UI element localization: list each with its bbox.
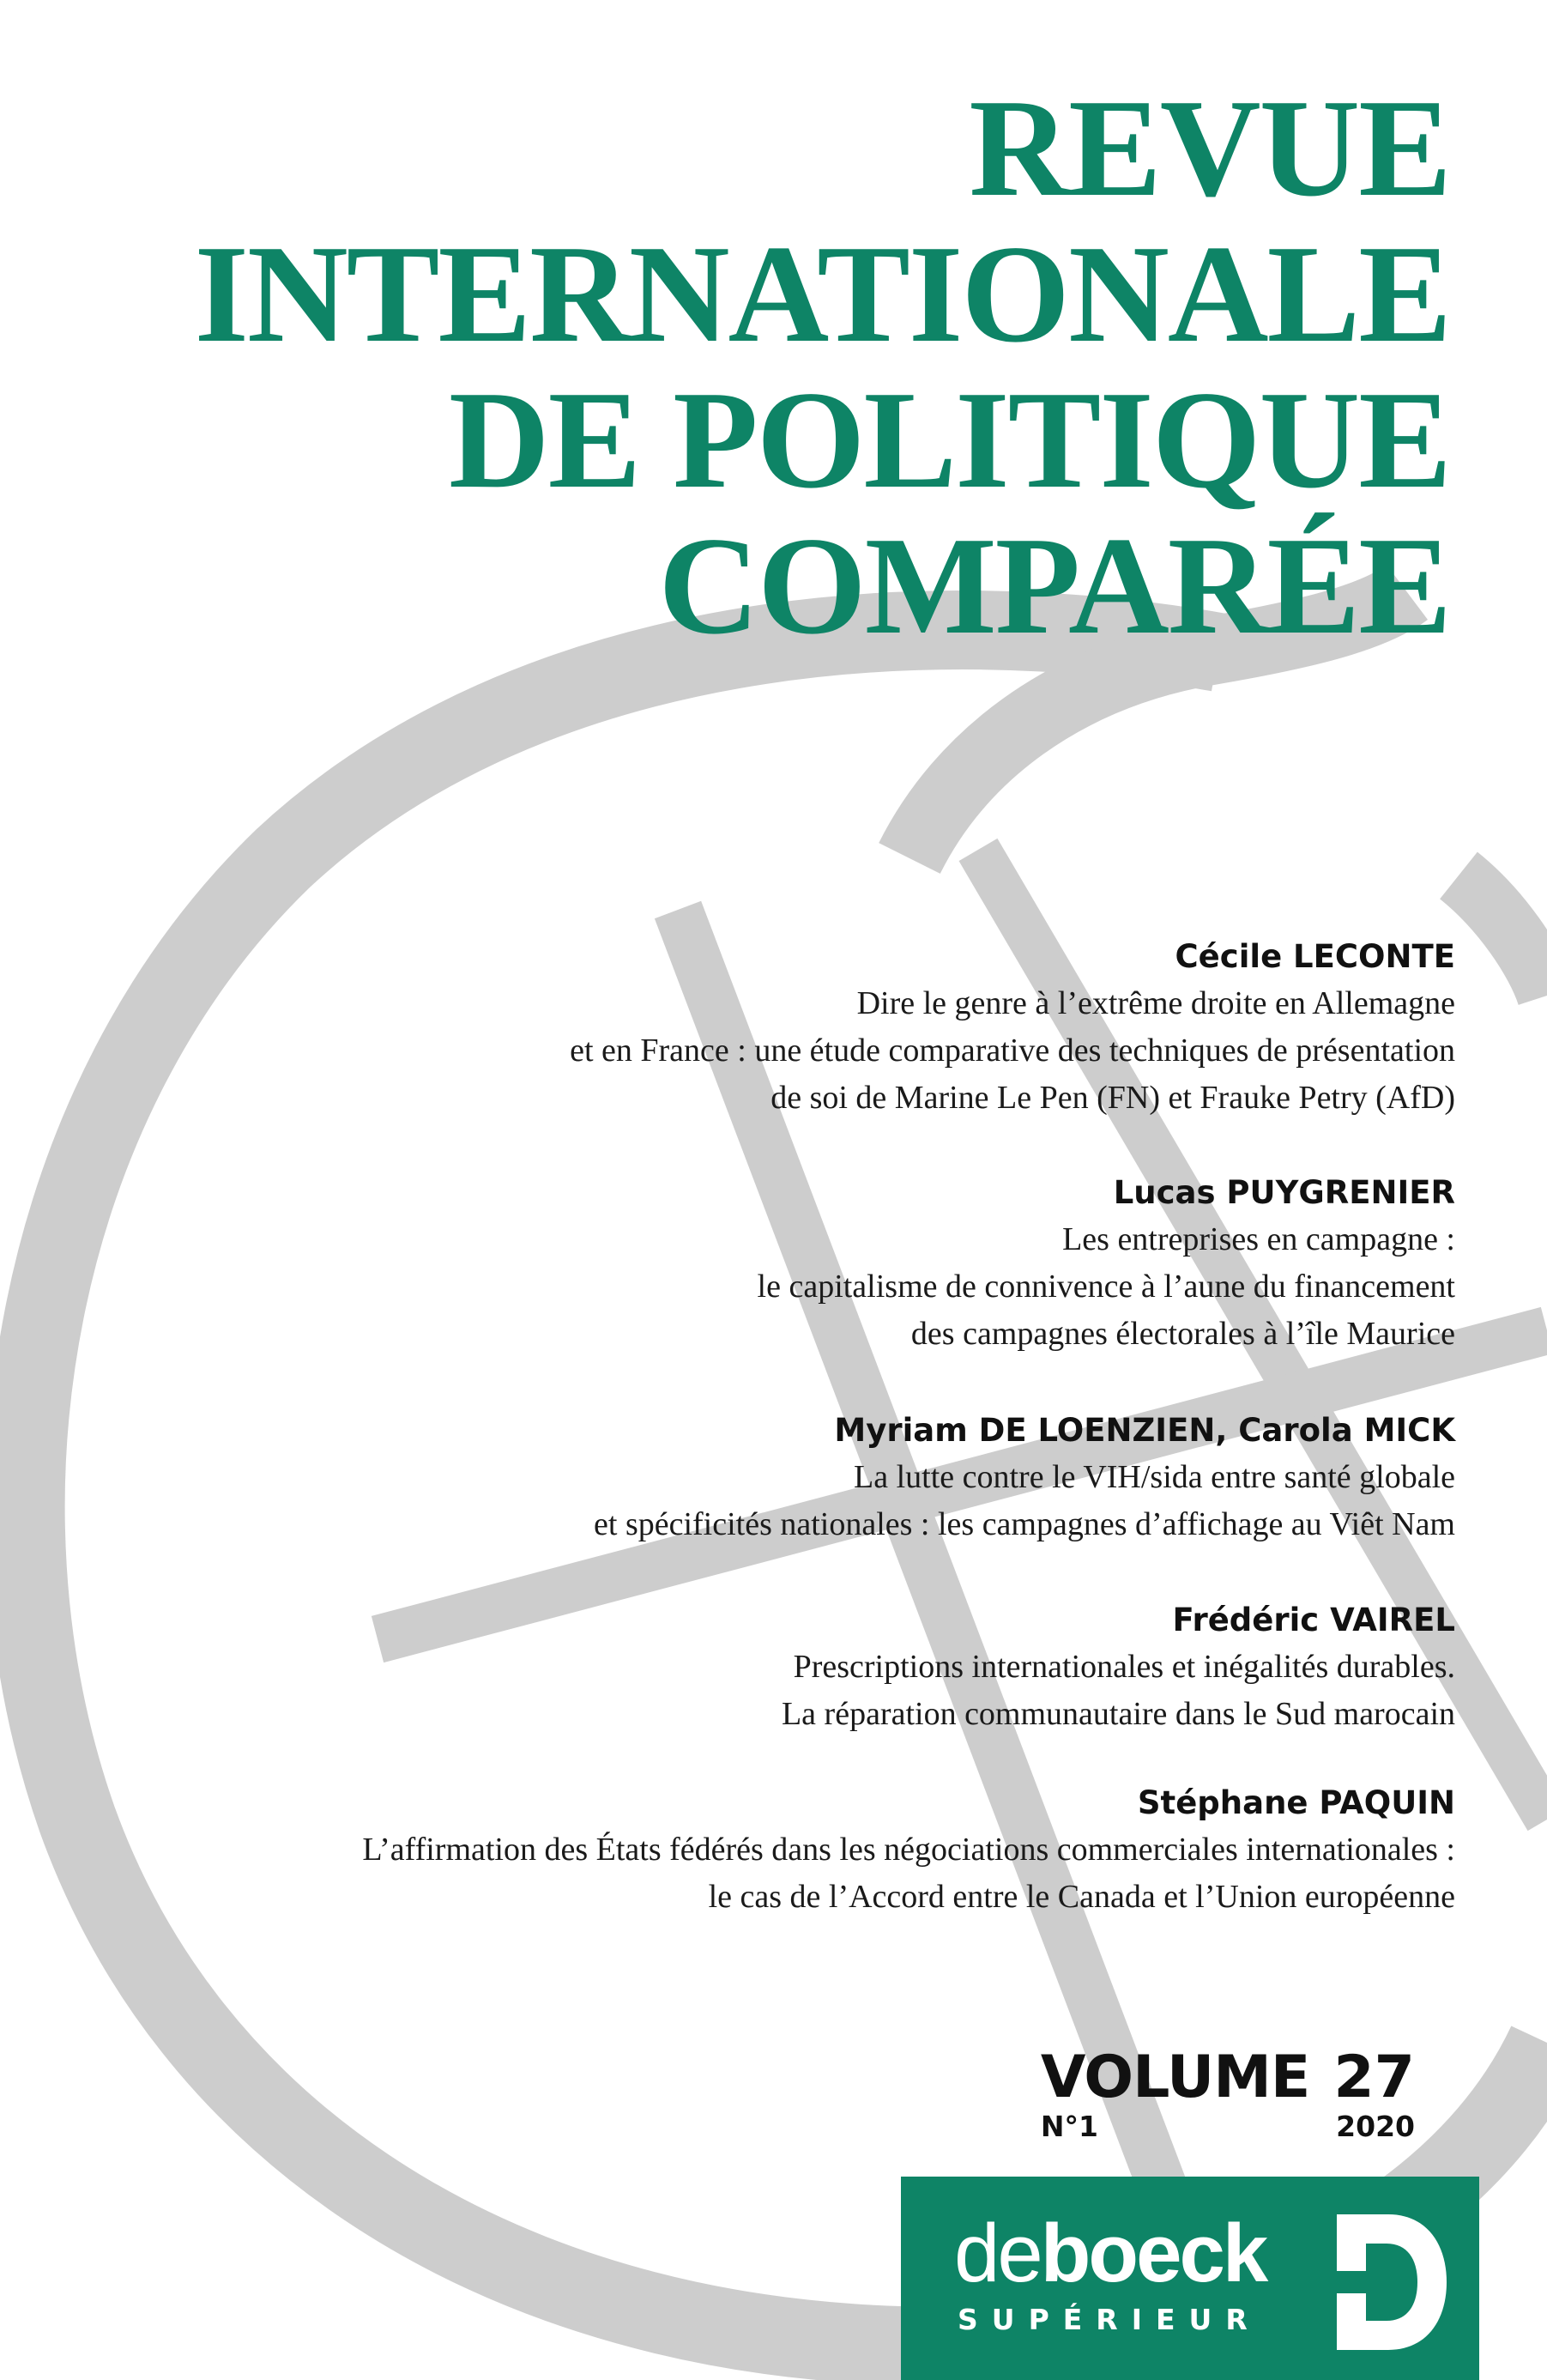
journal-title-line: DE POLITIQUE xyxy=(448,363,1450,518)
publisher-name-bold: boeck xyxy=(1040,2207,1266,2299)
journal-title xyxy=(194,71,1450,663)
article-entry xyxy=(362,1780,1455,1921)
issue-year: 2020 xyxy=(1336,2110,1415,2143)
article-entry xyxy=(570,934,1455,1122)
article-author: Cécile LECONTE xyxy=(1175,938,1455,975)
issue-number: N°1 xyxy=(1040,2110,1098,2143)
article-entry xyxy=(594,1408,1455,1548)
article-title-line: Prescriptions internationales et inégalités durables. xyxy=(793,1649,1455,1685)
publisher-name-light: de xyxy=(954,2207,1041,2299)
journal-title-line: REVUE xyxy=(969,71,1450,226)
article-title-line: Les entreprises en campagne : xyxy=(1062,1221,1455,1257)
article-title-line: et en France : une étude comparative des techniques de présentation xyxy=(570,1033,1455,1069)
article-title-line: des campagnes électorales à l’île Maurice xyxy=(910,1316,1455,1352)
article-author: Frédéric VAIREL xyxy=(1172,1602,1455,1638)
volume-number: 27 xyxy=(1333,2044,1415,2111)
article-title-line: L’affirmation des États fédérés dans les négociations commerciales internationales : xyxy=(362,1832,1455,1868)
issue-info xyxy=(1040,2044,1415,2144)
article-entry xyxy=(758,1170,1455,1358)
publisher-subtitle: SUPÉRIEUR xyxy=(958,2303,1261,2336)
publisher-logo-bar xyxy=(901,2177,1479,2380)
article-author: Lucas PUYGRENIER xyxy=(1113,1174,1455,1211)
volume-label: VOLUME xyxy=(1040,2044,1310,2111)
journal-title-line: COMPARÉE xyxy=(658,509,1450,663)
article-title-line: et spécificités nationales : les campagnes d’affichage au Viêt Nam xyxy=(594,1506,1455,1542)
article-entry xyxy=(782,1597,1455,1738)
article-title-line: le capitalisme de connivence à l’aune du financement xyxy=(757,1269,1455,1305)
article-author: Myriam DE LOENZIEN, Carola MICK xyxy=(834,1412,1455,1449)
article-title-line: La lutte contre le VIH/sida entre santé globale xyxy=(854,1459,1455,1495)
deboeck-d-logo-icon xyxy=(1337,2214,1447,2350)
article-title-line: de soi de Marine Le Pen (FN) et Frauke Petry (AfD) xyxy=(770,1080,1455,1116)
article-title-line: le cas de l’Accord entre le Canada et l’Union européenne xyxy=(708,1879,1455,1915)
article-title-line: Dire le genre à l’extrême droite en Allemagne xyxy=(856,985,1455,1021)
article-author: Stéphane PAQUIN xyxy=(1137,1784,1455,1821)
journal-title-line: INTERNATIONALE xyxy=(194,217,1450,372)
article-title-line: La réparation communautaire dans le Sud marocain xyxy=(781,1696,1455,1732)
publisher-name xyxy=(954,2207,1266,2299)
emblem-crescent xyxy=(1459,875,1547,996)
